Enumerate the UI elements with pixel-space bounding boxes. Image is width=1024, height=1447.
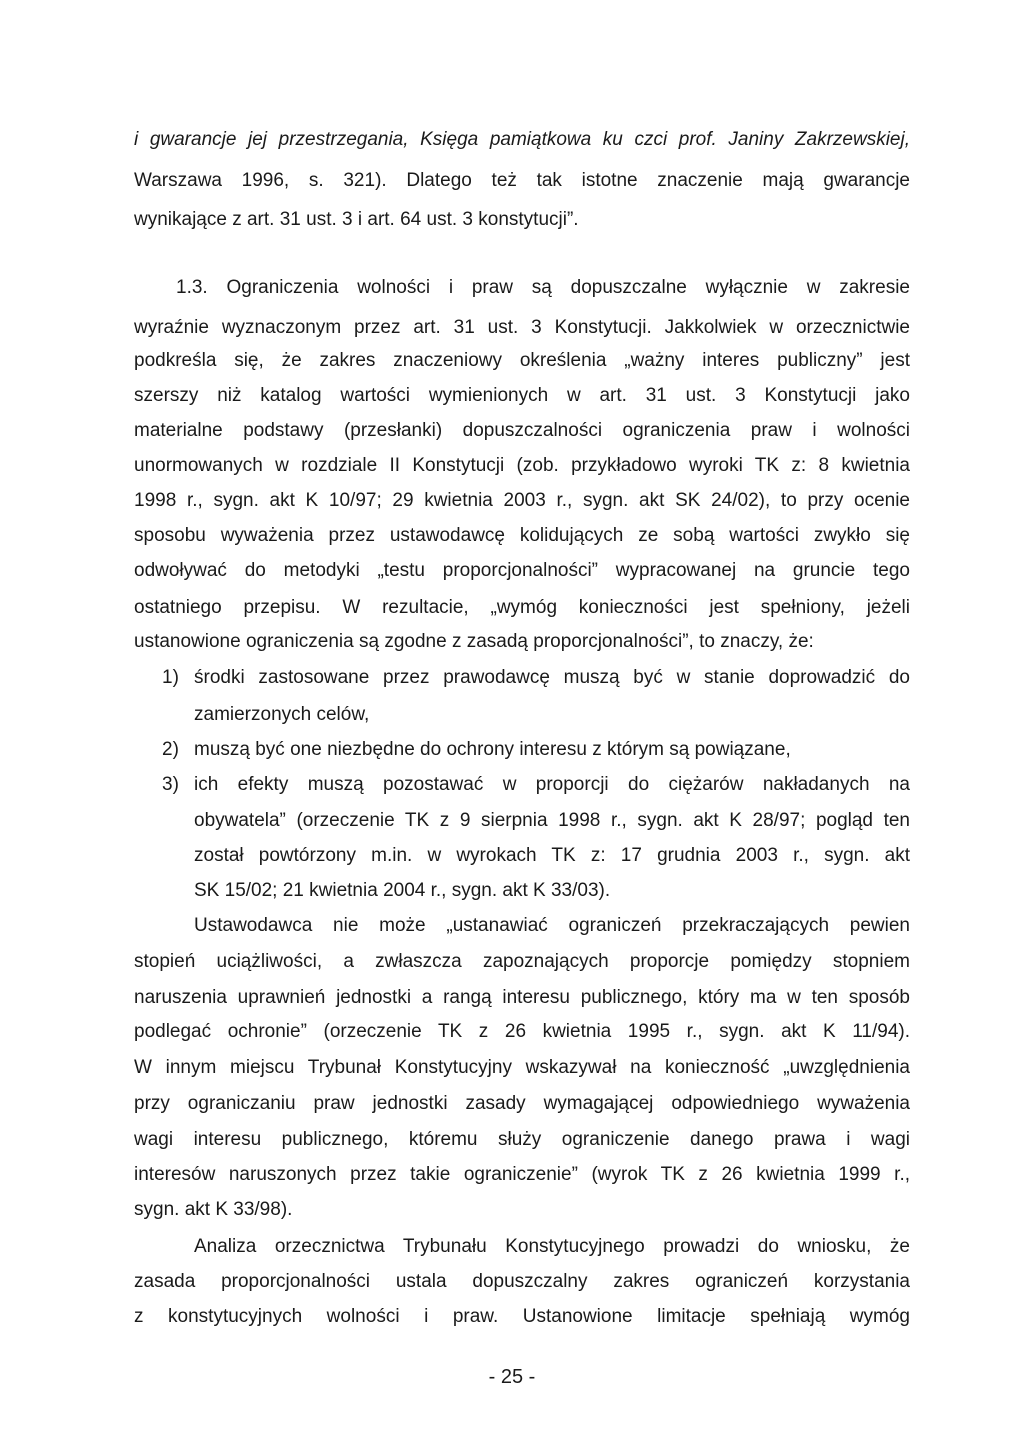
- text-line: 1998 r., sygn. akt K 10/97; 29 kwietnia 2003 r., sygn. akt SK 24/02), to przy ocenie: [134, 490, 910, 511]
- list-item-text: zamierzonych celów,: [194, 704, 370, 725]
- list-item-text: został powtórzony m.in. w wyrokach TK z: 17 grudnia 2003 r., sygn. akt: [194, 845, 910, 866]
- text-line: sposobu wyważenia przez ustawodawcę kolidujących ze sobą wartości zwykło się: [134, 525, 910, 546]
- list-item-text: środki zastosowane przez prawodawcę muszą być w stanie doprowadzić do: [194, 667, 910, 688]
- text-line: i gwarancje jej przestrzegania, Księga pamiątkowa ku czci prof. Janiny Zakrzewskiej,: [134, 129, 910, 150]
- text-line: 1.3. Ograniczenia wolności i praw są dopuszczalne wyłącznie w zakresie: [176, 277, 910, 298]
- text-line: stopień uciążliwości, a zwłaszcza zapoznających proporcje pomiędzy stopniem: [134, 951, 910, 972]
- text-line: interesów naruszonych przez takie ograniczenie” (wyrok TK z 26 kwietnia 1999 r.,: [134, 1164, 910, 1185]
- text-line: z konstytucyjnych wolności i praw. Ustanowione limitacje spełniają wymóg: [134, 1306, 910, 1327]
- text-line: ostatniego przepisu. W rezultacie, „wymóg konieczności jest spełniony, jeżeli: [134, 597, 910, 618]
- text-line: odwoływać do metodyki „testu proporcjonalności” wypracowanej na gruncie tego: [134, 560, 910, 581]
- list-item-text: SK 15/02; 21 kwietnia 2004 r., sygn. akt K 33/03).: [194, 880, 611, 901]
- text-line: W innym miejscu Trybunał Konstytucyjny wskazywał na konieczność „uwzględnienia: [134, 1057, 910, 1078]
- page-number: - 25 -: [488, 1366, 536, 1388]
- list-item-text: obywatela” (orzeczenie TK z 9 sierpnia 1998 r., sygn. akt K 28/97; pogląd ten: [194, 810, 910, 831]
- text-line: ustanowione ograniczenia są zgodne z zasadą proporcjonalności”, to znaczy, że:: [134, 631, 814, 652]
- list-marker: 1): [162, 667, 179, 688]
- text-line: wagi interesu publicznego, któremu służy ograniczenie danego prawa i wagi: [134, 1129, 910, 1150]
- list-item-text: ich efekty muszą pozostawać w proporcji do ciężarów nakładanych na: [194, 774, 910, 795]
- text-line: szerszy niż katalog wartości wymienionych w art. 31 ust. 3 Konstytucji jako: [134, 385, 910, 406]
- text-line: Analiza orzecznictwa Trybunału Konstytucyjnego prowadzi do wniosku, że: [194, 1236, 910, 1257]
- list-marker: 2): [162, 739, 179, 760]
- text-line: wyraźnie wyznaczonym przez art. 31 ust. 3 Konstytucji. Jakkolwiek w orzecznictwie: [134, 317, 910, 338]
- text-line: sygn. akt K 33/98).: [134, 1199, 293, 1220]
- text-line: podkreśla się, że zakres znaczeniowy określenia „ważny interes publiczny” jest: [134, 350, 910, 371]
- list-marker: 3): [162, 774, 179, 795]
- text-line: Warszawa 1996, s. 321). Dlatego też tak istotne znaczenie mają gwarancje: [134, 170, 910, 191]
- text-line: materialne podstawy (przesłanki) dopuszczalności ograniczenia praw i wolności: [134, 420, 910, 441]
- text-line: naruszenia uprawnień jednostki a rangą interesu publicznego, który ma w ten sposób: [134, 987, 910, 1008]
- text-line: zasada proporcjonalności ustala dopuszczalny zakres ograniczeń korzystania: [134, 1271, 910, 1292]
- text-line: unormowanych w rozdziale II Konstytucji (zob. przykładowo wyroki TK z: 8 kwietnia: [134, 455, 910, 476]
- text-line: wynikające z art. 31 ust. 3 i art. 64 ust. 3 konstytucji”.: [134, 209, 579, 230]
- text-line: podlegać ochronie” (orzeczenie TK z 26 kwietnia 1995 r., sygn. akt K 11/94).: [134, 1021, 910, 1042]
- list-item-text: muszą być one niezbędne do ochrony interesu z którym są powiązane,: [194, 739, 791, 760]
- text-line: przy ograniczaniu praw jednostki zasady wymagającej odpowiedniego wyważenia: [134, 1093, 910, 1114]
- text-line: Ustawodawca nie może „ustanawiać ograniczeń przekraczających pewien: [194, 915, 910, 936]
